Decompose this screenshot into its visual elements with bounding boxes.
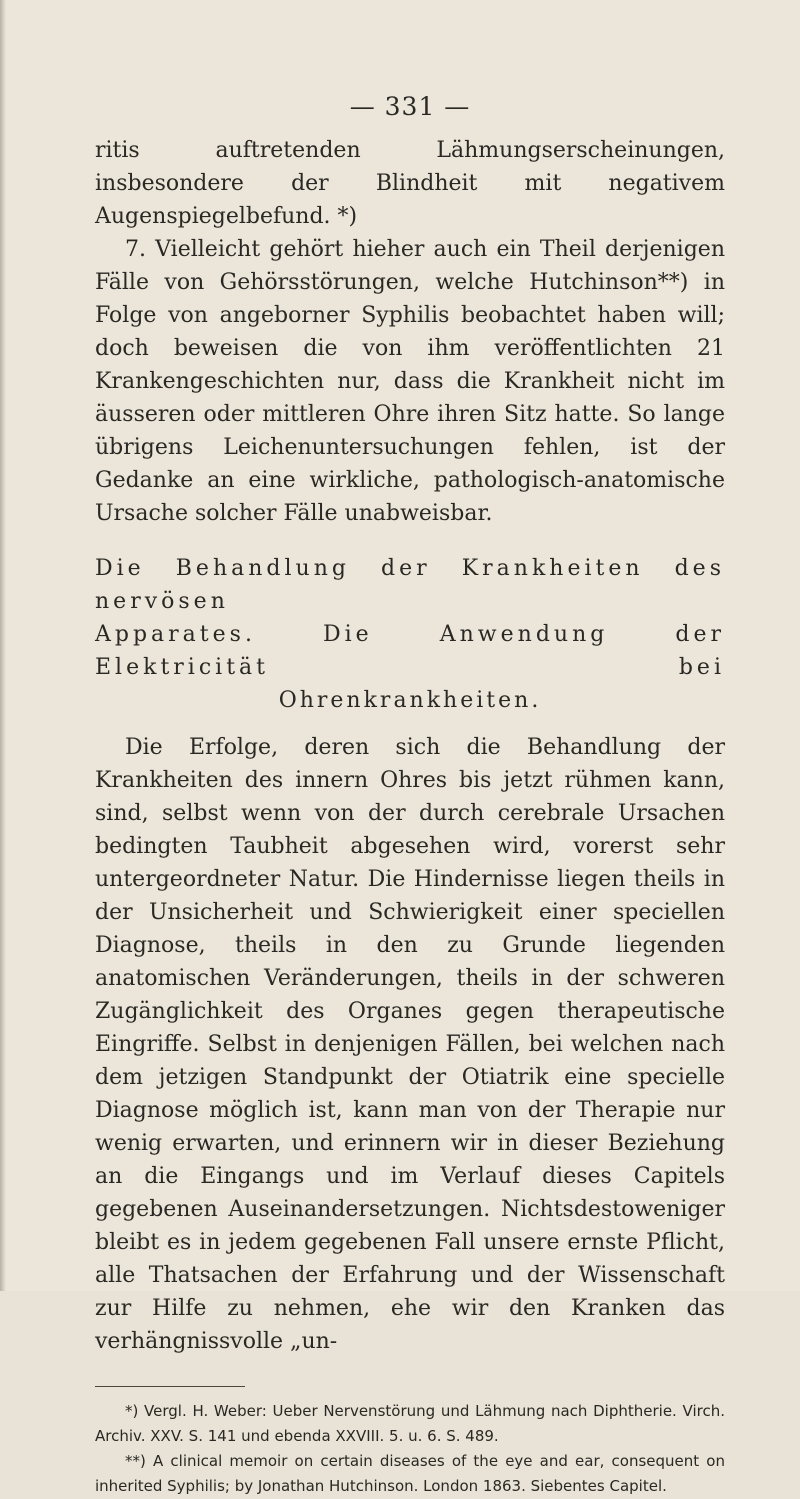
footnotes (95, 1399, 725, 1499)
heading-line-2: Apparates. Die Anwendung der Elektricität bei (95, 622, 725, 680)
heading-line-3: Ohrenkrankheiten. (278, 688, 542, 713)
body-text (95, 134, 725, 1358)
paragraph-treatment: Die Erfolge, deren sich die Behandlung der Krankheiten des innern Ohres bis jetzt rühmen kann, sind, selbst wenn von der durch cerebrale Ursachen bedingten Taubheit abgesehen wird, vorerst sehr untergeordneter Natur. Die Hindernisse liegen theils in der Unsicherheit und Schwierigkeit einer speciellen Diagnose, theils in den zu Grunde liegenden anatomischen Veränderungen, theils in der schweren Zugänglichkeit des Organes gegen therapeutische Eingriffe. Selbst in denjenigen Fällen, bei welchen nach dem jetzigen Standpunkt der Otiatrik eine specielle Diagnose möglich ist, kann man von der Therapie nur wenig erwarten, und erinnern wir in dieser Beziehung an die Eingangs und im Verlauf dieses Capitels gegebenen Auseinandersetzungen. Nichtsdestoweniger bleibt es in jedem gegebenen Fall unsere ernste Pflicht, alle Thatsachen der Erfahrung und der Wissenschaft zur Hilfe zu nehmen, ehe wir den Kranken das verhängnissvolle „un- (95, 735, 725, 1354)
heading-line-1: Die Behandlung der Krankheiten des nervösen (95, 556, 725, 614)
footnote-2: **) A clinical memoir on certain diseases of the eye and ear, consequent on inherited Syphilis; by Jonathan Hutchinson. London 1863. Siebentes Capitel. (95, 1452, 725, 1495)
page-number: — 331 — (349, 92, 471, 121)
footnote-1: *) Vergl. H. Weber: Ueber Nervenstörung und Lähmung nach Diphtherie. Virch. Archiv. XXV. S. 141 und ebenda XXVIII. 5. u. 6. S. 489. (95, 1402, 725, 1445)
footnote-divider (95, 1386, 245, 1387)
paragraph-continuation: ritis auftretenden Lähmungserscheinungen, insbesondere der Blindheit mit negativem Augenspiegelbefund. *) (95, 138, 725, 229)
page-content (95, 92, 725, 1499)
section-heading (95, 552, 725, 717)
page-edge-shadow (0, 0, 6, 1291)
paragraph-seven: 7. Vielleicht gehört hieher auch ein Theil derjenigen Fälle von Gehörsstörungen, welche Hutchinson**) in Folge von angeborner Syphilis beobachtet haben will; doch beweisen die von ihm veröffentlichten 21 Krankengeschichten nur, dass die Krankheit nicht im äusseren oder mittleren Ohre ihren Sitz hatte. So lange übrigens Leichenuntersuchungen fehlen, ist der Gedanke an eine wirkliche, pathologisch-anatomische Ursache solcher Fälle unabweisbar. (95, 237, 725, 526)
